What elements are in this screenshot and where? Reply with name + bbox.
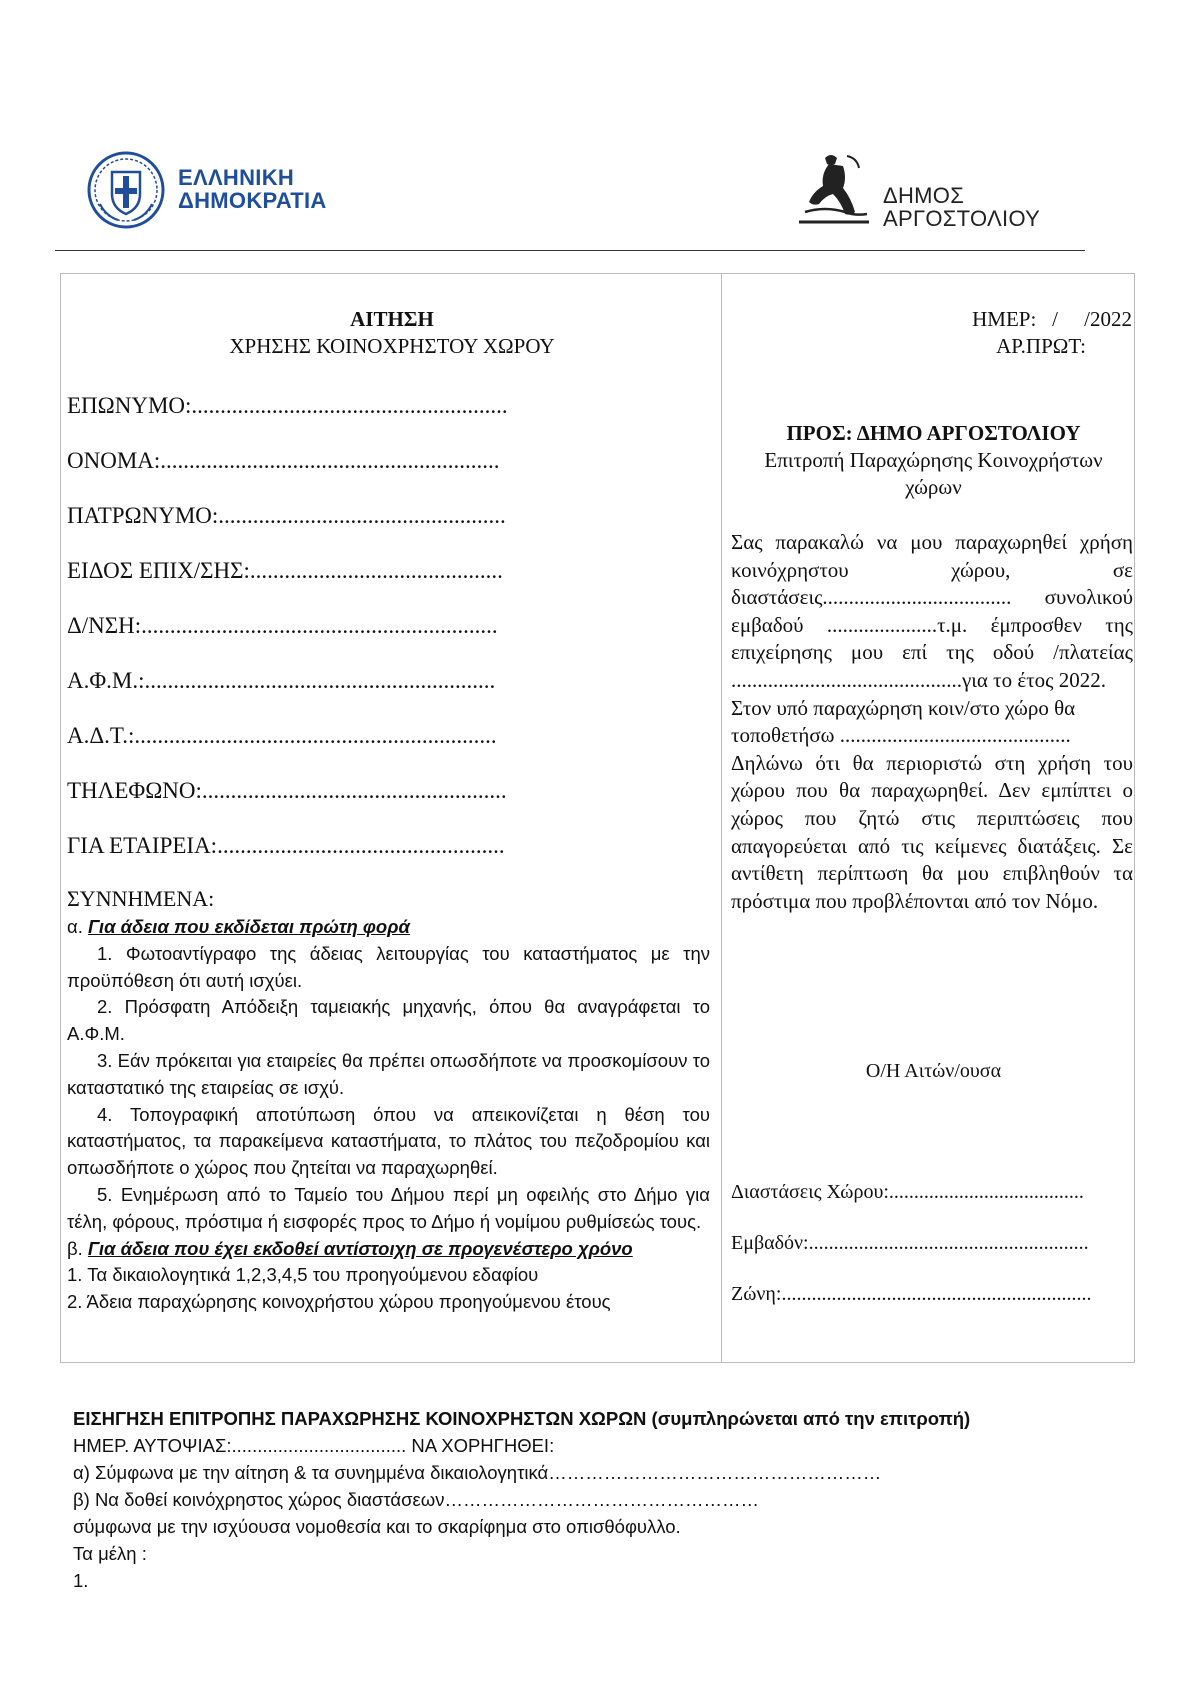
attachment-item: 1. Τα δικαιολογητικά 1,2,3,4,5 του προηγούμενου εδαφίου (67, 1264, 539, 1286)
applicant-signature-label: Ο/Η Αιτών/ουσα (865, 1060, 1002, 1082)
logo-line-1: ΕΛΛΗΝΙΚΗ (178, 165, 295, 190)
space-dimensions-field[interactable]: Διαστάσεις Χώρου:....................................... (731, 1181, 1084, 1203)
attachments-list (67, 914, 710, 1316)
attachment-item: 2. Πρόσφατη Απόδειξη ταμειακής μηχανής, όπου θα αναγράφεται το Α.Φ.Μ. (67, 996, 710, 1045)
zone-field[interactable]: Ζώνη:.............................................................. (731, 1283, 1092, 1305)
first-name-field[interactable]: ΟΝΟΜΑ:........................................................... (67, 448, 500, 473)
application-subtitle: ΧΡΗΣΗΣ ΚΟΙΝΟΧΡΗΣΤΟΥ ΧΩΡΟΥ (229, 334, 555, 358)
request-paragraph: Στον υπό παραχώρηση κοιν/στο χώρο θα τοποθετήσω ............................................ (731, 695, 1076, 748)
section-b-prefix: β. (67, 1237, 88, 1259)
surname-field[interactable]: ΕΠΩΝΥΜΟ:....................................................... (67, 393, 508, 418)
business-type-field[interactable]: ΕΙΔΟΣ ΕΠΙΧ/ΣΗΣ:............................................ (67, 558, 503, 583)
father-name-field[interactable]: ΠΑΤΡΩΝΥΜΟ:.................................................. (67, 503, 506, 528)
members-label: Τα μέλη : (73, 1543, 147, 1564)
request-text (731, 529, 1133, 915)
approval-line-b[interactable]: β) Να δοθεί κοινόχρηστος χώρος διαστάσεων…………………………………………… (73, 1489, 759, 1510)
area-field[interactable]: Εμβαδόν:........................................................ (731, 1232, 1089, 1254)
section-a-title: Για άδεια που εκδίδεται πρώτη φορά (87, 916, 410, 937)
greek-emblem-icon (86, 150, 166, 230)
request-paragraph: Σας παρακαλώ να μου παραχωρηθεί χρήση κοινόχρηστου χώρου, σε διαστάσεις.................................... συνολικού εμβαδού .....................τ.μ. έμπροσθεν της επιχείρησης μου επί της οδού /πλατείας ............................................για το έτος 2022. (731, 530, 1133, 692)
approval-line-a[interactable]: α) Σύμφωνα με την αίτηση & τα συνημμένα δικαιολογητικά……………………………………………… (73, 1462, 882, 1483)
hermes-statue-icon (795, 150, 873, 230)
attachment-item: 2. Άδεια παραχώρησης κοινοχρήστου χώρου προηγούμενου έτους (67, 1291, 611, 1313)
date-protocol-block (735, 306, 1132, 360)
protocol-number-field[interactable]: ΑΡ.ΠΡΩΤ: (996, 334, 1086, 358)
section-a-heading (67, 914, 710, 941)
attachment-item: 5. Ενημέρωση από το Ταμείο του Δήμου περί μη οφειλής στο Δήμο για τέλη, φόρους, πρόστιμα ή εισφορές προς το Δήμο ή νομίμου ρυθμίσεώς τους. (67, 1183, 710, 1232)
header-divider (55, 250, 1085, 251)
declaration-paragraph: Δηλώνω ότι θα περιοριστώ στη χρήση του χώρου που θα παραχωρηθεί. Δεν εμπίπτει ο χώρος που ζητώ στις περιπτώσεις που απαγορεύεται από τις κείμενες διατάξεις. Σε αντίθετη περίπτωση θα μου επιβληθούν τα πρόστιμα που προβλέπονται από τον Νόμο. (731, 750, 1133, 913)
attachments-heading: ΣΥΝΝΗΜΕΝΑ: (67, 886, 215, 911)
municipality-logo (795, 150, 1055, 236)
company-field[interactable]: ΓΙΑ ΕΤΑΙΡΕΙΑ:.................................................. (67, 833, 505, 858)
address-field[interactable]: Δ/ΝΣΗ:.............................................................. (67, 613, 498, 638)
section-a-prefix: α. (67, 916, 88, 937)
logo-line-2: ΑΡΓΟΣΤΟΛΙΟΥ (883, 206, 1041, 231)
section-b-title: Για άδεια που έχει εκδοθεί αντίστοιχη σε προγενέστερο χρόνο (87, 1237, 633, 1259)
recipient-block (735, 420, 1132, 501)
inspection-date-line[interactable]: ΗΜΕΡ. ΑΥΤΟΨΙΑΣ:.................................. ΝΑ ΧΟΡΗΓΗΘΕΙ: (73, 1435, 555, 1456)
tax-id-field[interactable]: Α.Φ.Μ.:............................................................. (67, 668, 496, 693)
logo-line-1: ΔΗΜΟΣ (883, 183, 965, 208)
attachment-item: 4. Τοπογραφική αποτύπωση όπου να απεικονίζεται η θέση του καταστήματος, τα παρακείμενα καταστήματα, το πλάτος του πεζοδρομίου και οπωσδήποτε ο χώρος που ζητείται να παραχωρηθεί. (67, 1103, 710, 1179)
id-card-field[interactable]: Α.Δ.Τ.:............................................................... (67, 723, 497, 748)
attachment-item: 1. Φωτοαντίγραφο της άδειας λειτουργίας του καταστήματος με την προϋπόθεση ότι αυτή ισχύει. (67, 942, 710, 991)
section-b-heading (67, 1236, 710, 1263)
recipient-title: ΠΡΟΣ: ΔΗΜΟ ΑΡΓΟΣΤΟΛΙΟΥ (786, 421, 1081, 445)
greek-republic-wordmark (178, 166, 327, 212)
logo-line-2: ΔΗΜΟΚΡΑΤΙΑ (178, 188, 327, 213)
recipient-committee: Επιτροπή Παραχώρησης Κοινοχρήστων χώρων (764, 448, 1103, 499)
phone-field[interactable]: ΤΗΛΕΦΩΝΟ:..................................................... (67, 778, 507, 803)
attachment-item: 3. Εάν πρόκειται για εταιρείες θα πρέπει οπωσδήποτε να προσκομίσουν το καταστατικό της εταιρείας σε ισχύ. (67, 1049, 710, 1098)
municipality-wordmark (883, 184, 1040, 230)
committee-heading: ΕΙΣΗΓΗΣΗ ΕΠΙΤΡΟΠΗΣ ΠΑΡΑΧΩΡΗΣΗΣ ΚΟΙΝΟΧΡΗΣΤΩΝ ΧΩΡΩΝ (συμπληρώνεται από την επιτροπή) (73, 1408, 971, 1429)
column-divider (721, 273, 722, 1363)
member-1-line[interactable]: 1. (73, 1570, 89, 1591)
greek-republic-logo (86, 150, 326, 236)
legislation-line: σύμφωνα με την ισχύουσα νομοθεσία και το σκαρίφημα στο οπισθόφυλλο. (73, 1516, 681, 1537)
application-title-block (68, 306, 716, 360)
committee-recommendation (73, 1405, 1133, 1594)
date-field[interactable]: ΗΜΕΡ: / /2022 (972, 307, 1132, 331)
application-title: ΑΙΤΗΣΗ (350, 307, 434, 331)
